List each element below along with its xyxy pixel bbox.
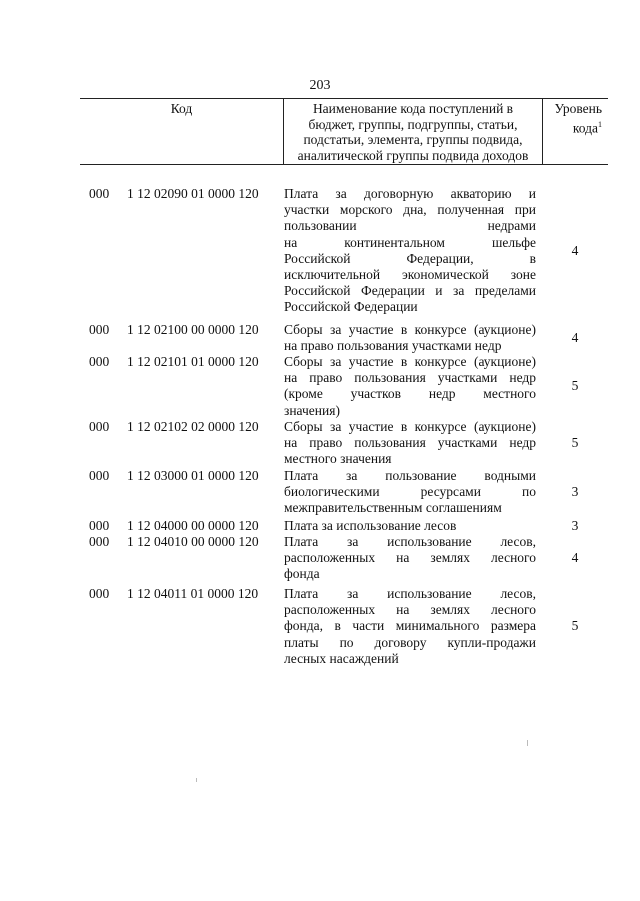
code-level: 5 <box>571 435 579 451</box>
revenue-name-line: расположенных на землях лесного <box>284 602 536 618</box>
revenue-name-line: значения) <box>284 402 340 418</box>
revenue-code: 1 12 02100 00 0000 120 <box>127 322 259 337</box>
revenue-name-line: на право пользования участками недр <box>284 370 536 386</box>
code-level: 3 <box>571 518 579 533</box>
revenue-name <box>284 354 536 419</box>
admin-code: 000 <box>89 322 110 337</box>
revenue-name-line: межправительственным соглашениям <box>284 500 502 516</box>
revenue-name-line: Российской Федерации, в <box>284 250 536 266</box>
header-name-line: аналитической группы подвида доходов <box>297 147 529 163</box>
revenue-code: 1 12 02090 01 0000 120 <box>127 186 259 201</box>
revenue-name-line: платы по договору купли-продажи <box>284 634 536 650</box>
revenue-name-line: Российской Федерации <box>284 299 418 315</box>
revenue-name-line: на право пользования участками недр <box>284 338 502 354</box>
revenue-name-line: на континентальном шельфе <box>284 234 536 250</box>
scan-mark <box>196 778 197 782</box>
header-level-line: Уровень <box>554 101 602 116</box>
revenue-name-line: Сборы за участие в конкурсе (аукционе) <box>284 354 536 369</box>
revenue-name <box>284 534 536 583</box>
header-code-cell: Код <box>170 101 193 116</box>
header-level-text: кода <box>572 120 598 135</box>
revenue-name-line: участки морского дна, полученная при <box>284 202 536 218</box>
page-number: 203 <box>309 78 331 93</box>
revenue-name-line: Плата за пользование водными <box>284 468 536 483</box>
table-header <box>80 98 608 165</box>
admin-code: 000 <box>89 586 110 601</box>
header-level-cell <box>543 99 608 164</box>
footnote-marker: 1 <box>598 119 602 129</box>
code-level: 4 <box>571 242 579 258</box>
header-level-line <box>543 117 602 136</box>
revenue-name-line: расположенных на землях лесного <box>284 550 536 566</box>
revenue-name-line: Плата за использование лесов, <box>284 534 536 549</box>
revenue-name-line: Сборы за участие в конкурсе (аукционе) <box>284 322 536 337</box>
revenue-name-line: исключительной экономической зоне <box>284 267 536 283</box>
admin-code: 000 <box>89 534 110 549</box>
admin-code: 000 <box>89 354 110 369</box>
code-level: 5 <box>571 618 579 634</box>
revenue-name-line: Плата за использование лесов <box>284 518 457 533</box>
revenue-name-line: пользовании недрами <box>284 218 536 234</box>
revenue-name-line: Российской Федерации и за пределами <box>284 283 536 299</box>
revenue-code: 1 12 02101 01 0000 120 <box>127 354 259 369</box>
revenue-code: 1 12 04000 00 0000 120 <box>127 518 259 533</box>
revenue-name-line: лесных насаждений <box>284 650 399 666</box>
revenue-name-line: Сборы за участие в конкурсе (аукционе) <box>284 419 536 434</box>
admin-code: 000 <box>89 518 110 533</box>
header-name-line: подстатьи, элемента, группы подвида, <box>303 132 523 147</box>
revenue-name <box>284 586 536 667</box>
revenue-name-line: биологическими ресурсами по <box>284 484 536 500</box>
scan-mark <box>527 740 528 746</box>
revenue-name-line: фонда <box>284 566 320 582</box>
revenue-name <box>284 468 536 517</box>
revenue-code: 1 12 03000 01 0000 120 <box>127 468 259 483</box>
code-level: 5 <box>571 378 579 394</box>
revenue-code: 1 12 04011 01 0000 120 <box>127 586 259 601</box>
admin-code: 000 <box>89 419 110 434</box>
revenue-name <box>284 518 536 534</box>
header-name-cell <box>283 99 543 164</box>
revenue-name-line: на право пользования участками недр <box>284 435 536 451</box>
revenue-name-line: местного значения <box>284 451 392 467</box>
header-name-line: бюджет, группы, подгруппы, статьи, <box>308 116 518 132</box>
admin-code: 000 <box>89 186 110 201</box>
code-level: 4 <box>571 330 579 346</box>
revenue-name <box>284 186 536 316</box>
admin-code: 000 <box>89 468 110 483</box>
code-level: 4 <box>571 550 579 566</box>
revenue-name-line: Плата за использование лесов, <box>284 586 536 601</box>
code-level: 3 <box>571 484 579 500</box>
revenue-name-line: Плата за договорную акваторию и <box>284 186 536 201</box>
revenue-name <box>284 419 536 468</box>
header-name-line: Наименование кода поступлений в <box>312 101 514 116</box>
revenue-code: 1 12 02102 02 0000 120 <box>127 419 259 434</box>
revenue-name <box>284 322 536 354</box>
revenue-code: 1 12 04010 00 0000 120 <box>127 534 259 549</box>
revenue-name-line: фонда, в части минимального размера <box>284 618 536 634</box>
revenue-name-line: (кроме участков недр местного <box>284 386 536 402</box>
